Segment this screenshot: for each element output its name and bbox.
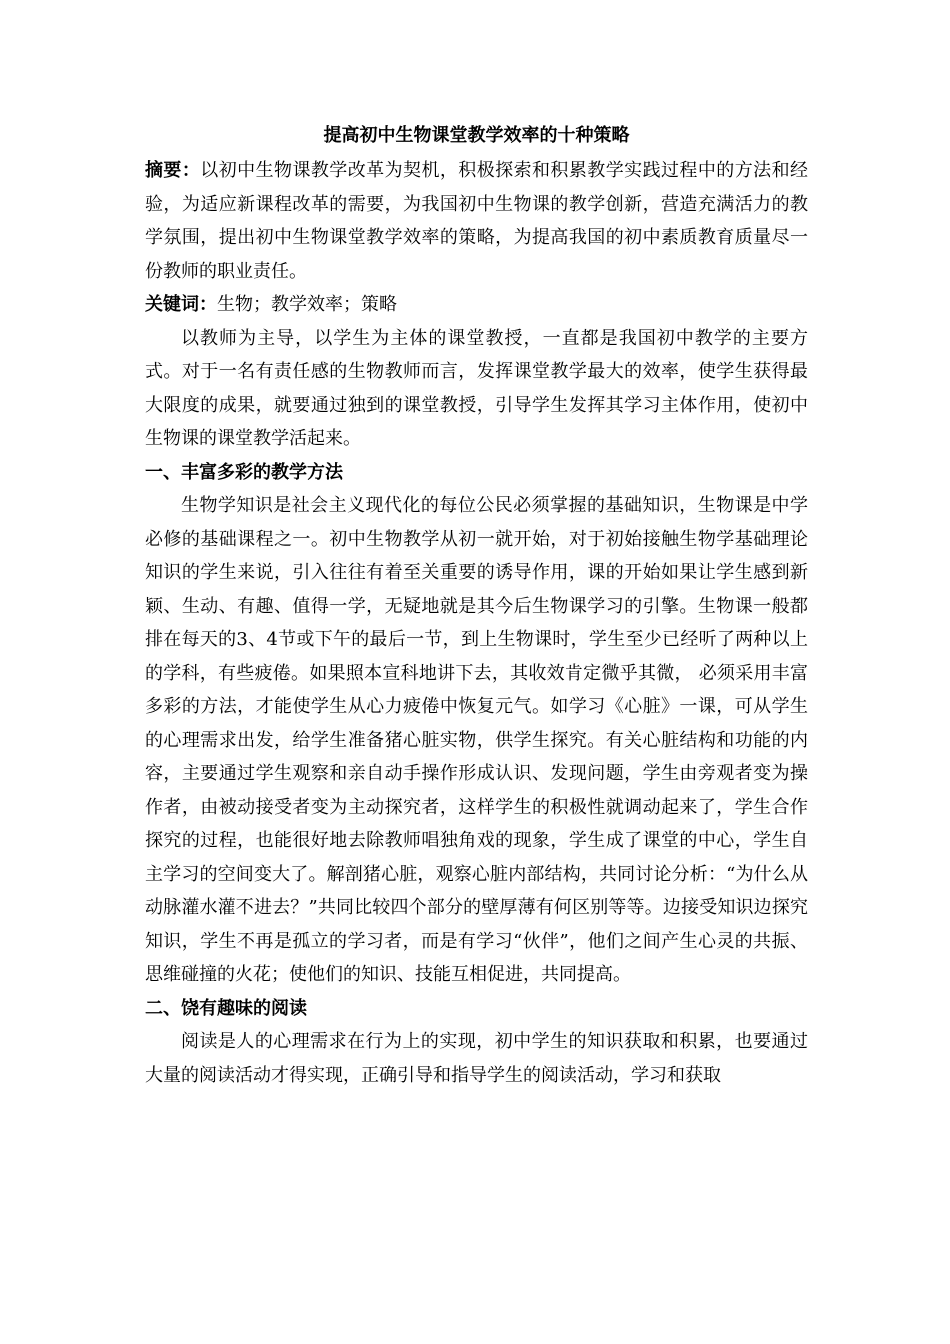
section-1-body: 生物学知识是社会主义现代化的每位公民必须掌握的基础知识，生物课是中学必修的基础课程之一。初中生物教学从初一就开始，对于初始接触生物学基础理论知识的学生来说，引入往往有着至关重要的诱导作用，课的开始如果让学生感到新颖、生动、有趣、值得一学，无疑地就是其今后生物课学习的引擎。生物课一般都排在每天的3、4节或下午的最后一节，到上生物课时，学生至少已经听了两种以上的学科，有些疲倦。如果照本宣科地讲下去，其收效肯定微乎其微， 必须采用丰富多彩的方法，才能使学生从心力疲倦中恢复元气。如学习《心脏》一课，可从学生的心理需求出发，给学生准备猪心脏实物，供学生探究。有关心脏结构和功能的内容，主要通过学生观察和亲自动手操作形成认识、发现问题，学生由旁观者变为操作者，由被动接受者变为主动探究者，这样学生的积极性就调动起来了，学生合作探究的过程，也能很好地去除教师唱独角戏的现象，学生成了课堂的中心，学生自主学习的空间变大了。解剖猪心脏，观察心脏内部结构，共同讨论分析：“为什么从动脉灌水灌不进去？”共同比较四个部分的壁厚薄有何区别等等。边接受知识边探究知识，学生不再是孤立的学习者，而是有学习“伙伴”，他们之间产生心灵的共振、思维碰撞的火花；使他们的知识、技能互相促进，共同提高。 <box>145 495 808 985</box>
abstract-paragraph <box>145 154 808 288</box>
section-1-heading: 一、丰富多彩的教学方法 <box>145 461 343 483</box>
intro-paragraph: 以教师为主导，以学生为主体的课堂教授，一直都是我国初中教学的主要方式。对于一名有责任感的生物教师而言，发挥课堂教学最大的效率，使学生获得最大限度的成果，就要通过独到的课堂教授，引导学生发挥其学习主体作用，使初中生物课的课堂教学活起来。 <box>145 327 808 449</box>
document-title: 提高初中生物课堂教学效率的十种策略 <box>323 125 630 146</box>
section-2-heading: 二、饶有趣味的阅读 <box>145 997 307 1019</box>
keywords-paragraph <box>145 288 808 322</box>
abstract-label: 摘要： <box>145 160 201 181</box>
abstract-text: 以初中生物课教学改革为契机，积极探索和积累教学实践过程中的方法和经验，为适应新课程改革的需要，为我国初中生物课的教学创新，营造充满活力的教学氛围，提出初中生物课堂教学效率的策略，为提高我国的初中素质教育质量尽一份教师的职业责任。 <box>145 160 809 282</box>
keywords-text: 生物；教学效率；策略 <box>217 294 397 315</box>
document-page <box>145 118 808 1092</box>
section-2-body: 阅读是人的心理需求在行为上的实现，初中学生的知识获取和积累，也要通过大量的阅读活动才得实现，正确引导和指导学生的阅读活动，学习和获取 <box>145 1031 808 1086</box>
keywords-label: 关键词： <box>145 294 217 315</box>
